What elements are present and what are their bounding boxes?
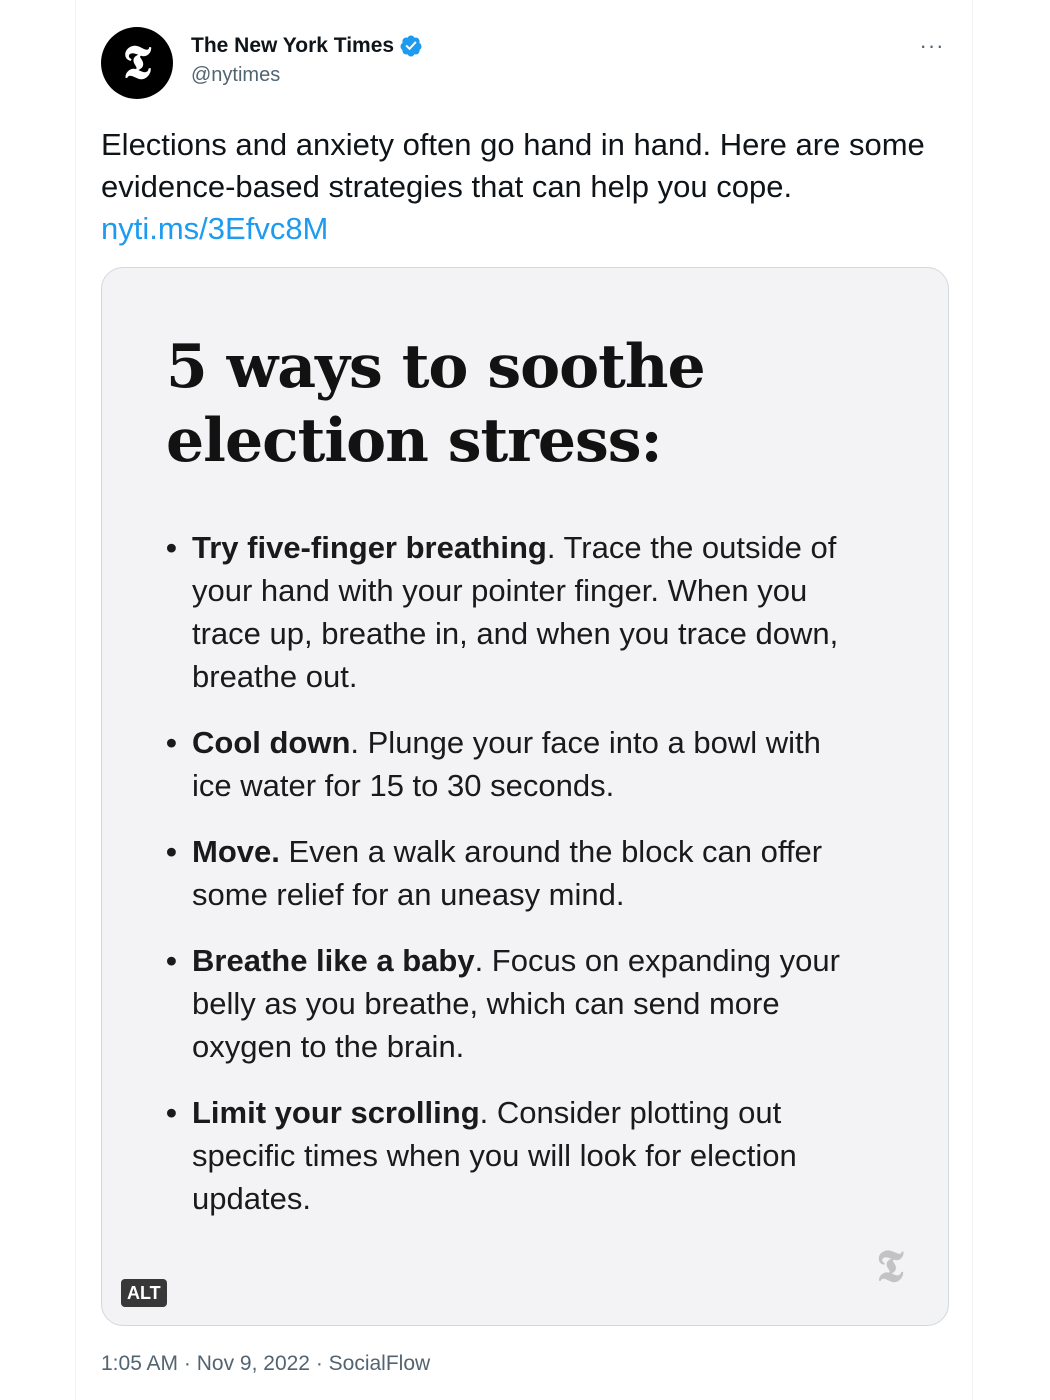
tweet-text bbox=[101, 124, 951, 250]
avatar[interactable] bbox=[101, 27, 173, 99]
tweet bbox=[75, 0, 973, 1400]
tip-item bbox=[166, 939, 866, 1068]
verified-badge-icon bbox=[399, 34, 423, 58]
tip-body: . Trace the outside of your hand with your pointer finger. When you trace up, breathe in, and when you trace down, breathe out. bbox=[192, 530, 839, 694]
tip-title: Cool down bbox=[192, 725, 351, 760]
more-options-button[interactable] bbox=[916, 30, 948, 62]
tip-item bbox=[166, 830, 866, 916]
meta-separator: · bbox=[178, 1352, 197, 1375]
bullet-icon: • bbox=[166, 834, 177, 869]
tips-list bbox=[166, 526, 866, 1243]
author-name-row bbox=[191, 32, 423, 60]
tip-body: Even a walk around the block can offer some relief for an uneasy mind. bbox=[192, 834, 823, 912]
meta-separator: · bbox=[309, 1352, 329, 1375]
tweet-date[interactable]: Nov 9, 2022 bbox=[196, 1352, 310, 1375]
tip-body: . Focus on expanding your belly as you breathe, which can send more oxygen to the brain. bbox=[192, 943, 840, 1064]
bullet-icon: • bbox=[166, 943, 177, 978]
tip-item bbox=[166, 721, 866, 807]
tip-title: Breathe like a baby bbox=[192, 943, 475, 978]
tip-body: . Consider plotting out specific times when you will look for election updates. bbox=[192, 1095, 797, 1216]
bullet-icon: • bbox=[166, 530, 177, 565]
tip-item bbox=[166, 1091, 866, 1220]
tip-title: Move. bbox=[192, 834, 280, 869]
tweet-source[interactable]: SocialFlow bbox=[328, 1352, 431, 1375]
tweet-body: Elections and anxiety often go hand in hand. Here are some evidence-based strategies that can help you cope. bbox=[101, 127, 925, 204]
more-icon: ··· bbox=[919, 33, 945, 58]
tweet-timestamp bbox=[101, 1352, 430, 1376]
media-headline: 5 ways to soothe election stress: bbox=[166, 332, 705, 476]
tip-title: Try five-finger breathing bbox=[192, 530, 547, 565]
bullet-icon: • bbox=[166, 1095, 177, 1130]
alt-text-button[interactable]: ALT bbox=[121, 1279, 167, 1307]
tweet-link[interactable]: nyti.ms/3Efvc8M bbox=[101, 211, 329, 246]
nyt-watermark-icon: 𝕿 bbox=[876, 1241, 904, 1292]
media-image[interactable] bbox=[101, 267, 949, 1326]
tip-title: Limit your scrolling bbox=[192, 1095, 480, 1130]
tweet-time[interactable]: 1:05 AM bbox=[101, 1352, 179, 1375]
nyt-logo-icon: 𝕿 bbox=[122, 35, 152, 89]
bullet-icon: • bbox=[166, 725, 177, 760]
tip-body: . Plunge your face into a bowl with ice water for 15 to 30 seconds. bbox=[192, 725, 821, 803]
author-handle[interactable]: @nytimes bbox=[191, 64, 281, 86]
tip-item bbox=[166, 526, 866, 698]
author-display-name[interactable]: The New York Times bbox=[191, 34, 395, 57]
